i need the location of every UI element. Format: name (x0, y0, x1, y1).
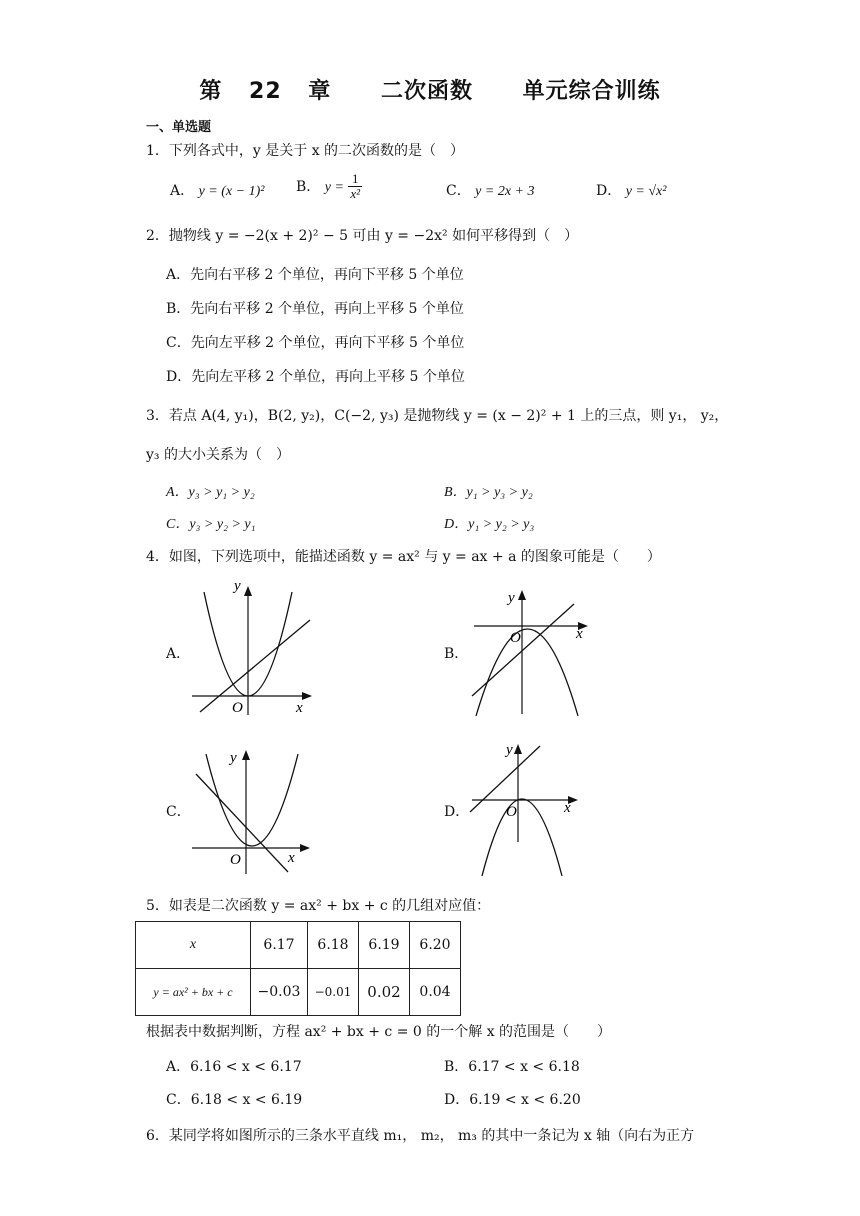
table-cell: 0.02 (359, 969, 410, 1016)
option-expr: y = 2x + 3 (475, 184, 535, 199)
table-cell: −0.01 (308, 969, 359, 1016)
q2-option-a: A．先向右平移 2 个单位，再向下平移 5 个单位 (166, 267, 464, 283)
table-row (136, 969, 461, 1016)
q5-stem: 5．如表是二次函数 y = ax² + bx + c 的几组对应值： (146, 898, 491, 914)
table-header-x: x (136, 922, 251, 969)
table-cell: 6.20 (410, 922, 461, 969)
table-cell: 6.18 (308, 922, 359, 969)
q5-option-c: C．6.18 < x < 6.19 (166, 1092, 303, 1108)
q2-stem: 2．抛物线 y = −2(x + 2)² − 5 可由 y = −2x² 如何平移得到（ ） (146, 228, 579, 244)
q3-option-b: B．y₁ > y₃ > y₂ (444, 485, 533, 500)
axis-x-label: x (288, 850, 295, 866)
q4-graph-d (466, 738, 596, 878)
q1-option-d (596, 180, 666, 200)
q4-label-c: C． (166, 804, 191, 820)
q4-graph-a (188, 582, 318, 718)
q6-stem: 6．某同学将如图所示的三条水平直线 m₁， m₂， m₃ 的其中一条记为 x 轴（向右为正方 (146, 1128, 695, 1144)
fraction-numerator: 1 (348, 172, 362, 187)
q3-option-c: C．y₃ > y₂ > y₁ (166, 517, 256, 532)
q2-option-d: D．先向左平移 2 个单位，再向上平移 5 个单位 (166, 369, 465, 385)
q2-option-b: B．先向右平移 2 个单位，再向上平移 5 个单位 (166, 301, 464, 317)
table-cell: 6.17 (251, 922, 308, 969)
table-row (136, 922, 461, 969)
q4-graph-c (188, 740, 318, 876)
q1-option-c (446, 180, 535, 200)
q1-option-a (170, 180, 264, 200)
q4-graph-b (466, 584, 596, 718)
q2-option-c: C．先向左平移 2 个单位，再向下平移 5 个单位 (166, 335, 465, 351)
axis-y-label: y (508, 590, 515, 606)
q3-stem-line1: 3．若点 A(4, y₁)，B(2, y₂)，C(−2, y₃) 是抛物线 y = (x − 2)² + 1 上的三点，则 y₁， y₂， (146, 408, 729, 424)
origin-label: O (232, 700, 243, 716)
q3-option-a: A．y₃ > y₁ > y₂ (166, 485, 255, 500)
q4-label-b: B． (444, 646, 469, 662)
table-header-y: y = ax² + bx + c (136, 969, 251, 1016)
axis-x-label: x (576, 626, 583, 642)
axis-y-label: y (506, 742, 513, 758)
option-label: C． (446, 183, 471, 199)
option-label: B． (296, 178, 321, 195)
origin-label: O (510, 630, 521, 646)
section-heading: 一、单选题 (146, 120, 212, 135)
q4-stem: 4．如图，下列选项中，能描述函数 y = ax² 与 y = ax + a 的图象可能是（ ） (146, 549, 661, 565)
q5-question: 根据表中数据判断，方程 ax² + bx + c = 0 的一个解 x 的范围是（ ） (146, 1024, 612, 1040)
q5-value-table (135, 921, 461, 1016)
origin-label: O (506, 804, 517, 820)
option-expr: y = (324, 179, 344, 195)
q5-option-b: B．6.17 < x < 6.18 (444, 1059, 580, 1075)
q1-stem: 1．下列各式中，y 是关于 x 的二次函数的是（ ） (146, 143, 465, 159)
table-cell: 0.04 (410, 969, 461, 1016)
q4-label-d: D． (444, 804, 470, 820)
q1-option-b (296, 172, 362, 202)
q5-option-a: A．6.16 < x < 6.17 (166, 1059, 302, 1075)
option-expr: y = (x − 1)² (198, 184, 265, 199)
option-label: D． (596, 183, 622, 199)
q3-option-d: D．y₁ > y₂ > y₃ (444, 517, 535, 532)
origin-label: O (230, 852, 241, 868)
page-title: 第 22 章 二次函数 单元综合训练 (199, 79, 661, 104)
option-label: A． (170, 183, 195, 199)
q5-option-d: D．6.19 < x < 6.20 (444, 1092, 581, 1108)
axis-y-label: y (230, 750, 237, 766)
table-cell: −0.03 (251, 969, 308, 1016)
q4-label-a: A． (166, 646, 191, 662)
table-cell: 6.19 (359, 922, 410, 969)
option-expr: y = √x² (625, 184, 667, 199)
axis-x-label: x (564, 800, 571, 816)
fraction-denominator: x² (350, 186, 361, 202)
axis-x-label: x (296, 700, 303, 716)
fraction (348, 172, 362, 202)
axis-y-label: y (234, 582, 241, 594)
q3-stem-line2: y₃ 的大小关系为（ ） (146, 447, 290, 463)
